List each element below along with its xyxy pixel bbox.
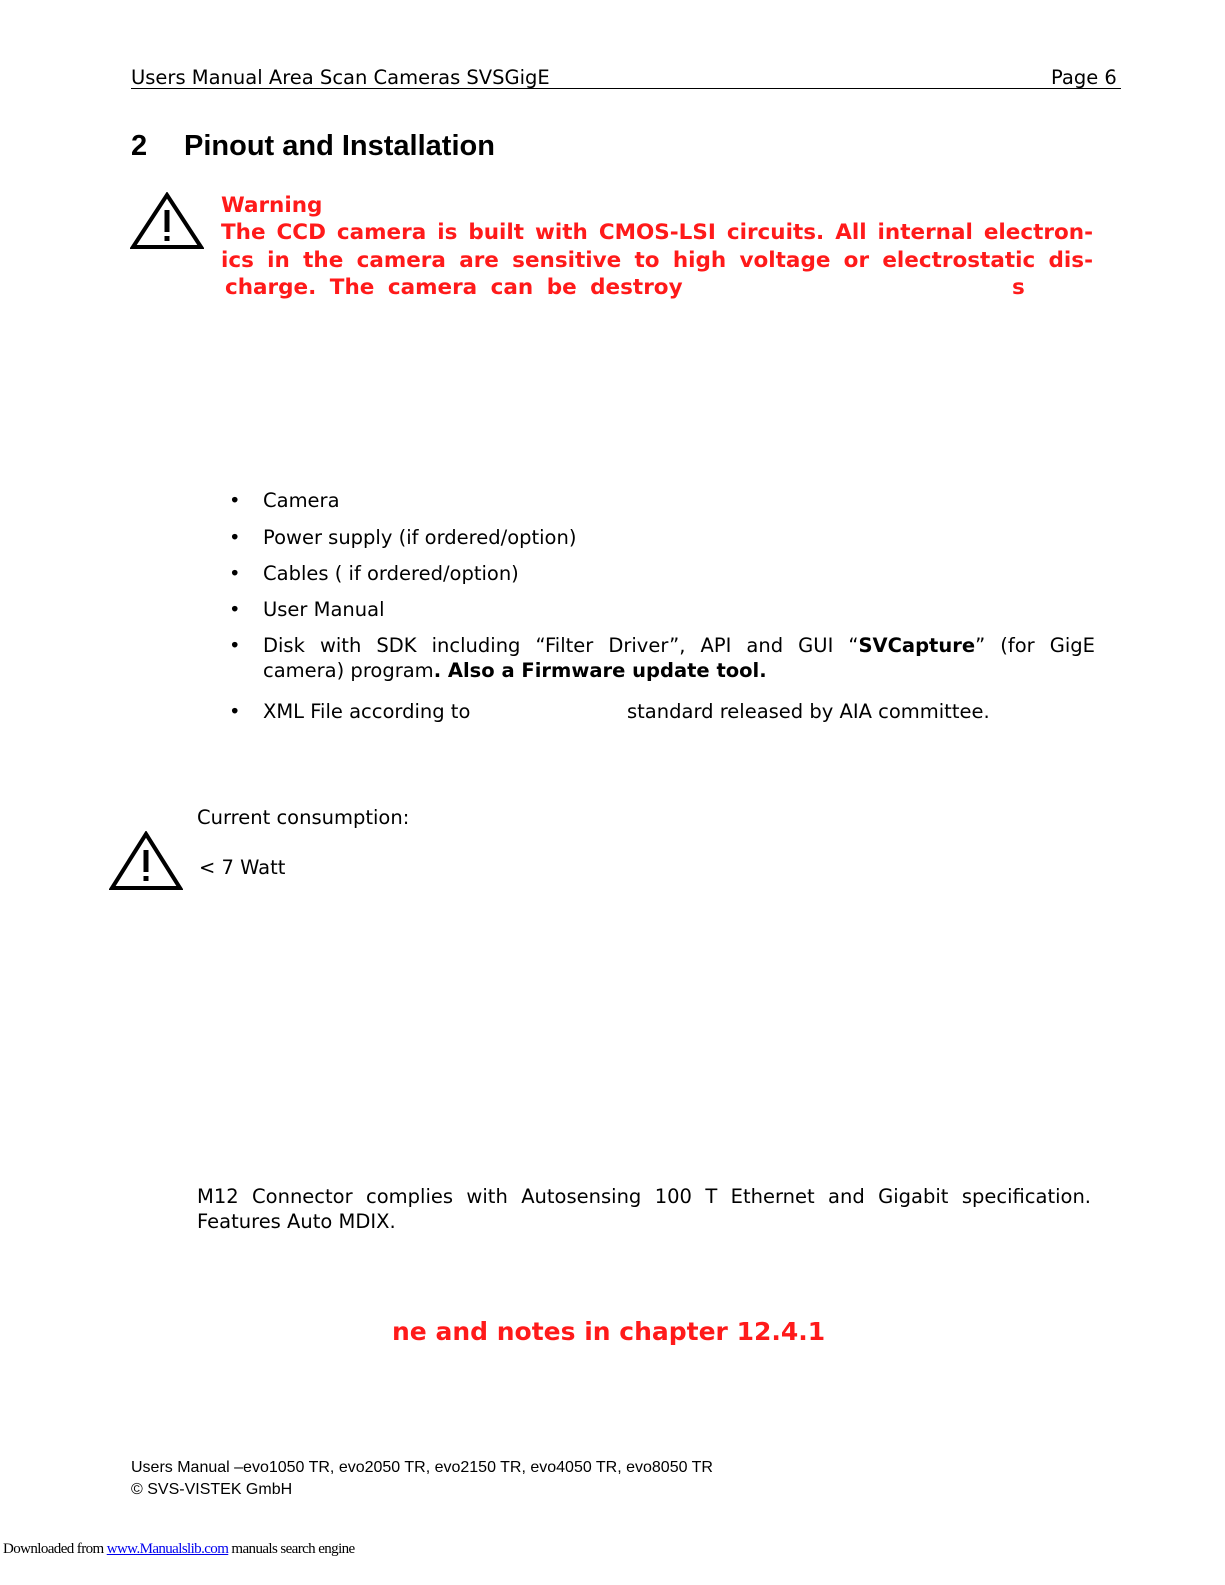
download-banner: Downloaded from www.Manualslib.com manuals search engine: [3, 1541, 355, 1557]
footer-models: Users Manual –evo1050 TR, evo2050 TR, evo2150 TR, evo4050 TR, evo8050 TR: [131, 1459, 713, 1476]
manualslib-link[interactable]: www.Manualslib.com: [106, 1541, 229, 1557]
chapter-note: ne and notes in chapter 12.4.1: [392, 1317, 826, 1346]
bullet-icon: •: [229, 489, 241, 512]
warning-title: Warning: [221, 193, 323, 218]
bullet-icon: •: [229, 634, 241, 657]
current-consumption-value: < 7 Watt: [199, 856, 286, 879]
warning-text-line3: charge. The camera can be destroy: [225, 275, 683, 300]
bullet-icon: •: [229, 700, 241, 723]
current-consumption-label: Current consumption:: [197, 806, 410, 829]
bullet-icon: •: [229, 598, 241, 621]
warning-text-line2: ics in the camera are sensitive to high voltage or electrostatic dis-: [221, 248, 1093, 273]
section-number: 2: [131, 130, 148, 162]
m12-text-line2: Features Auto MDIX.: [197, 1210, 396, 1233]
bullet-icon: •: [229, 526, 241, 549]
section-title: Pinout and Installation: [184, 130, 495, 162]
page-number: Page 6: [1051, 66, 1117, 89]
bullet-icon: •: [229, 562, 241, 585]
warning-text-line3-end: s: [1012, 275, 1025, 300]
warning-triangle-icon: [130, 192, 204, 250]
warning-triangle-icon: [109, 831, 183, 891]
m12-text-line1: M12 Connector complies with Autosensing 100 T Ethernet and Gigabit specification.: [197, 1185, 1091, 1208]
footer-copyright: © SVS-VISTEK GmbH: [131, 1481, 293, 1498]
warning-text-line1: The CCD camera is built with CMOS-LSI circuits. All internal electron-: [221, 220, 1093, 245]
svcapture-name: SVCapture: [858, 634, 976, 657]
header-title: Users Manual Area Scan Cameras SVSGigE: [131, 66, 550, 89]
header-rule: [131, 88, 1121, 89]
list-item-disk: • Disk with SDK including “Filter Driver”, API and GUI “SVCapture” (for GigE camera) program. Also a Firmware update tool.: [229, 634, 1095, 682]
